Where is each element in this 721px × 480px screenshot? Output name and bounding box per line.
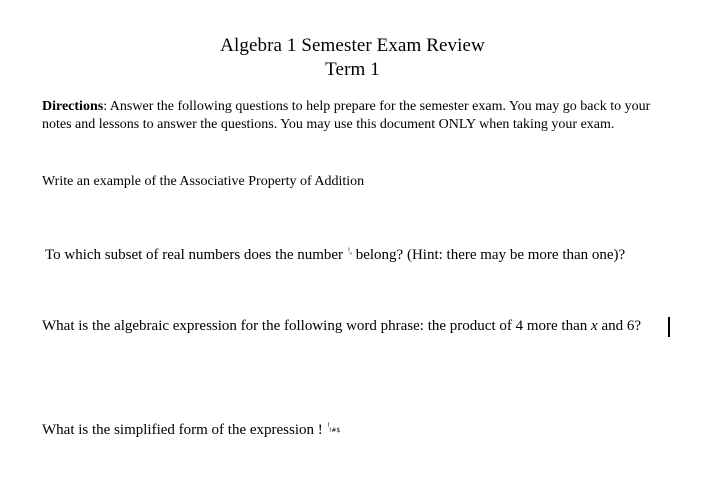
question-text-end: belong? (Hint: there may be more than one)? <box>351 247 626 263</box>
garbled-expression-top: ! <box>327 422 330 429</box>
directions-text: : Answer the following questions to help prepare for the semester exam. You may go back to your notes and lessons to answer the questions. You may use this document ONLY when taking your exam. <box>42 99 651 132</box>
garbled-fraction-numerator: ! <box>347 247 351 254</box>
question-real-number-subset <box>45 246 625 265</box>
variable-x: x <box>591 318 598 334</box>
garbled-fraction-denominator: " <box>349 252 352 259</box>
text-cursor <box>668 317 670 337</box>
question-text-start: What is the algebraic expression for the following word phrase: the product of 4 more than <box>42 318 592 334</box>
question-text-start: To which subset of real numbers does the number <box>45 247 347 263</box>
garbled-expression-bottom: !#$ <box>328 427 341 434</box>
document-title: Algebra 1 Semester Exam Review <box>220 35 485 56</box>
question-associative-property: Write an example of the Associative Property of Addition <box>42 174 365 189</box>
directions-paragraph <box>42 98 662 133</box>
document-subtitle: Term 1 <box>325 59 380 80</box>
question-text-end: and 6? <box>597 318 642 334</box>
question-algebraic-expression <box>42 317 682 336</box>
question-simplified-form <box>42 421 340 440</box>
question-text-start: What is the simplified form of the expression ! <box>42 422 327 438</box>
directions-label: Directions <box>42 99 104 114</box>
